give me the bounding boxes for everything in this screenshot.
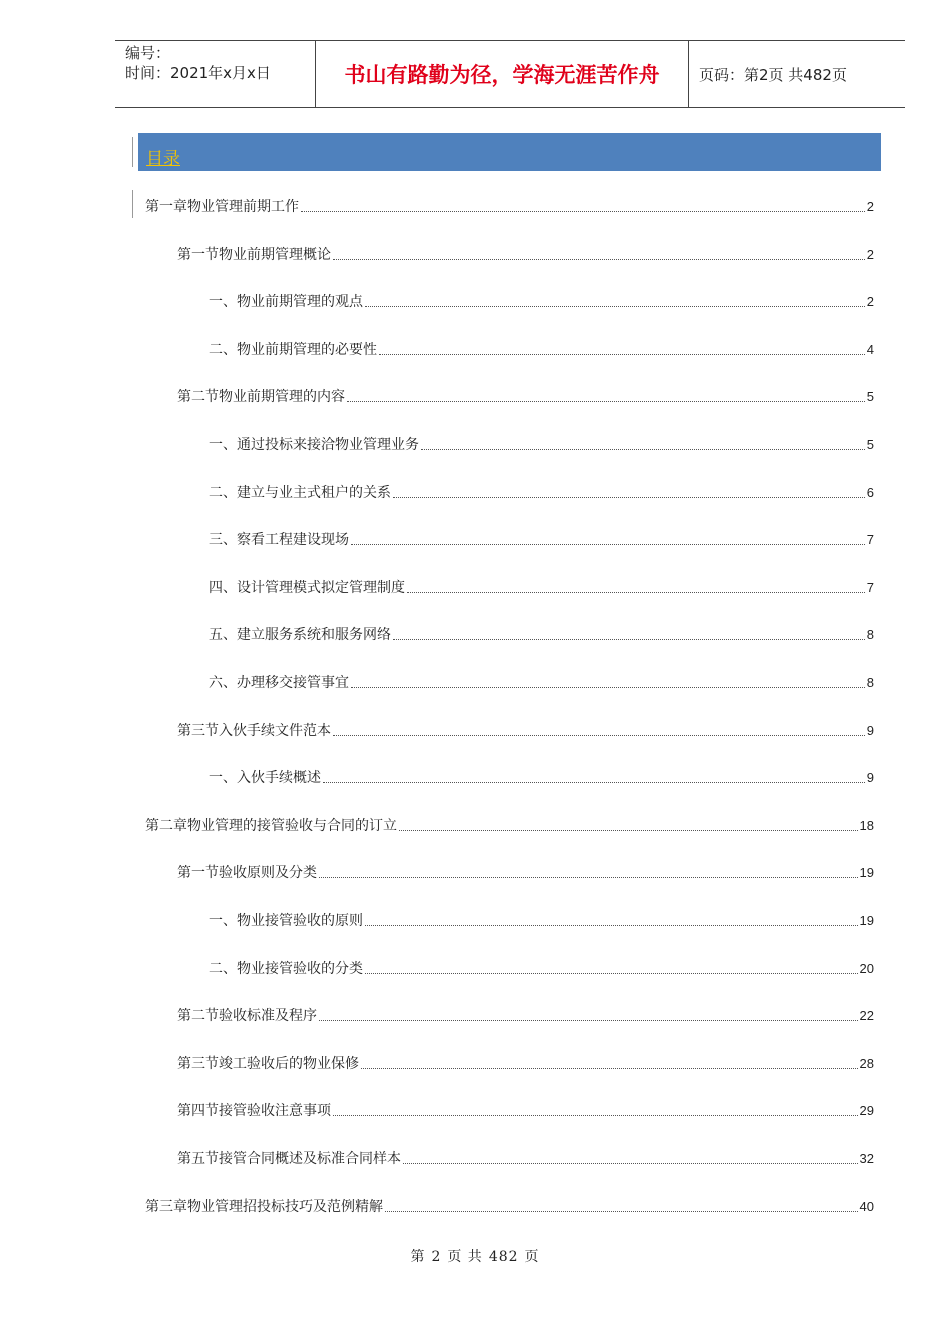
toc-dot-leader bbox=[361, 1067, 858, 1069]
toc-title-bar bbox=[138, 133, 881, 171]
toc-dot-leader bbox=[351, 686, 865, 688]
toc-entry[interactable] bbox=[177, 720, 874, 740]
toc-entry-text: 第一章物业管理前期工作 bbox=[145, 199, 299, 215]
toc-side-marker bbox=[132, 190, 133, 218]
footer-page: 2 bbox=[431, 1249, 442, 1265]
toc-dot-leader bbox=[379, 353, 865, 355]
toc-dot-leader bbox=[301, 210, 865, 212]
toc-dot-leader bbox=[393, 496, 865, 498]
toc-entry[interactable] bbox=[177, 1005, 874, 1025]
toc-entry[interactable] bbox=[177, 1100, 874, 1120]
toc-entry[interactable] bbox=[209, 767, 874, 787]
toc-dot-leader bbox=[407, 591, 865, 593]
toc-entry-page: 2 bbox=[866, 294, 874, 309]
toc-entry-text: 第三节竣工验收后的物业保修 bbox=[177, 1056, 359, 1072]
toc-entry-page: 32 bbox=[859, 1151, 874, 1166]
header-motto: 书山有路勤为径，学海无涯苦作舟 bbox=[316, 41, 689, 107]
toc-entry[interactable] bbox=[177, 862, 874, 882]
toc-dot-leader bbox=[333, 734, 865, 736]
toc-entry[interactable] bbox=[145, 196, 874, 216]
toc-entry-page: 8 bbox=[866, 675, 874, 690]
toc-entry-text: 二、物业接管验收的分类 bbox=[209, 961, 363, 977]
toc-entry[interactable] bbox=[177, 1148, 874, 1168]
header-time-label: 时间：2021年x月x日 bbox=[125, 64, 271, 82]
page-header bbox=[115, 40, 905, 108]
toc-dot-leader bbox=[323, 781, 865, 783]
toc-entry-page: 7 bbox=[866, 532, 874, 547]
toc-dot-leader bbox=[347, 400, 865, 402]
toc-entry[interactable] bbox=[209, 958, 874, 978]
toc-entry[interactable] bbox=[209, 482, 874, 502]
toc-entry[interactable] bbox=[145, 815, 874, 835]
toc-entry-text: 一、通过投标来接洽物业管理业务 bbox=[209, 437, 419, 453]
toc-entry-text: 第二章物业管理的接管验收与合同的订立 bbox=[145, 818, 397, 834]
header-number-label: 编号： bbox=[125, 44, 171, 62]
toc-title-marker bbox=[132, 137, 133, 167]
toc-dot-leader bbox=[365, 305, 865, 307]
toc-entry[interactable] bbox=[177, 386, 874, 406]
toc-entry-page: 2 bbox=[866, 199, 874, 214]
toc-entry-page: 6 bbox=[866, 485, 874, 500]
toc-entry-text: 一、物业接管验收的原则 bbox=[209, 913, 363, 929]
toc-entry-text: 第三章物业管理招投标技巧及范例精解 bbox=[145, 1199, 383, 1215]
toc-entry-text: 第一节物业前期管理概论 bbox=[177, 247, 331, 263]
toc-dot-leader bbox=[319, 876, 858, 878]
toc-entry-page: 29 bbox=[859, 1103, 874, 1118]
header-page-info: 页码：第2页 共482页 bbox=[699, 65, 847, 84]
toc-dot-leader bbox=[319, 1019, 858, 1021]
toc-dot-leader bbox=[351, 543, 865, 545]
toc-entry-text: 第二节验收标准及程序 bbox=[177, 1008, 317, 1024]
toc-entry[interactable] bbox=[209, 291, 874, 311]
toc-entry-page: 19 bbox=[859, 913, 874, 928]
toc-entry[interactable] bbox=[209, 339, 874, 359]
toc-entry-page: 9 bbox=[866, 770, 874, 785]
toc-dot-leader bbox=[421, 448, 865, 450]
toc-entry-text: 二、建立与业主式租户的关系 bbox=[209, 485, 391, 501]
toc-entry-text: 三、察看工程建设现场 bbox=[209, 532, 349, 548]
toc-entry[interactable] bbox=[209, 624, 874, 644]
toc-entry-text: 第二节物业前期管理的内容 bbox=[177, 389, 345, 405]
toc-entry-text: 五、建立服务系统和服务网络 bbox=[209, 627, 391, 643]
toc-entry-text: 四、设计管理模式拟定管理制度 bbox=[209, 580, 405, 596]
toc-entry-text: 一、物业前期管理的观点 bbox=[209, 294, 363, 310]
toc-entry-text: 第三节入伙手续文件范本 bbox=[177, 723, 331, 739]
toc-entry-text: 第四节接管验收注意事项 bbox=[177, 1103, 331, 1119]
footer-prefix: 第 bbox=[410, 1249, 426, 1265]
page-footer bbox=[0, 1246, 950, 1266]
toc-entry[interactable] bbox=[177, 1053, 874, 1073]
footer-suffix: 页 bbox=[524, 1249, 540, 1265]
toc-dot-leader bbox=[385, 1210, 858, 1212]
toc-entry-text: 第一节验收原则及分类 bbox=[177, 865, 317, 881]
footer-middle: 页 共 bbox=[447, 1249, 483, 1265]
toc-dot-leader bbox=[399, 829, 858, 831]
toc-dot-leader bbox=[333, 1114, 858, 1116]
toc-dot-leader bbox=[403, 1162, 858, 1164]
toc-entry-text: 第五节接管合同概述及标准合同样本 bbox=[177, 1151, 401, 1167]
toc-entry-text: 二、物业前期管理的必要性 bbox=[209, 342, 377, 358]
toc-dot-leader bbox=[393, 638, 865, 640]
toc-dot-leader bbox=[333, 258, 865, 260]
toc-entry[interactable] bbox=[145, 1196, 874, 1216]
header-meta bbox=[115, 41, 316, 107]
toc-dot-leader bbox=[365, 924, 858, 926]
toc-entry-page: 4 bbox=[866, 342, 874, 357]
toc-entry[interactable] bbox=[209, 910, 874, 930]
toc-entry[interactable] bbox=[209, 672, 874, 692]
toc-entry-page: 22 bbox=[859, 1008, 874, 1023]
toc-entry-page: 20 bbox=[859, 961, 874, 976]
toc-entry-text: 一、入伙手续概述 bbox=[209, 770, 321, 786]
toc-entry-page: 7 bbox=[866, 580, 874, 595]
toc-entry-page: 18 bbox=[859, 818, 874, 833]
toc-entry[interactable] bbox=[209, 577, 874, 597]
toc-entry-text: 六、办理移交接管事宜 bbox=[209, 675, 349, 691]
toc-entry-page: 9 bbox=[866, 723, 874, 738]
toc-entry[interactable] bbox=[177, 244, 874, 264]
toc-entry-page: 2 bbox=[866, 247, 874, 262]
footer-total: 482 bbox=[488, 1249, 519, 1265]
toc-title[interactable]: 目录 bbox=[146, 149, 180, 169]
toc-entry-page: 8 bbox=[866, 627, 874, 642]
toc-entry[interactable] bbox=[209, 434, 874, 454]
toc-entry-page: 28 bbox=[859, 1056, 874, 1071]
toc-dot-leader bbox=[365, 972, 858, 974]
toc-entry-page: 5 bbox=[866, 437, 874, 452]
toc-entry-page: 40 bbox=[859, 1199, 874, 1214]
toc-entry-page: 5 bbox=[866, 389, 874, 404]
toc-entry-page: 19 bbox=[859, 865, 874, 880]
toc-entry[interactable] bbox=[209, 529, 874, 549]
